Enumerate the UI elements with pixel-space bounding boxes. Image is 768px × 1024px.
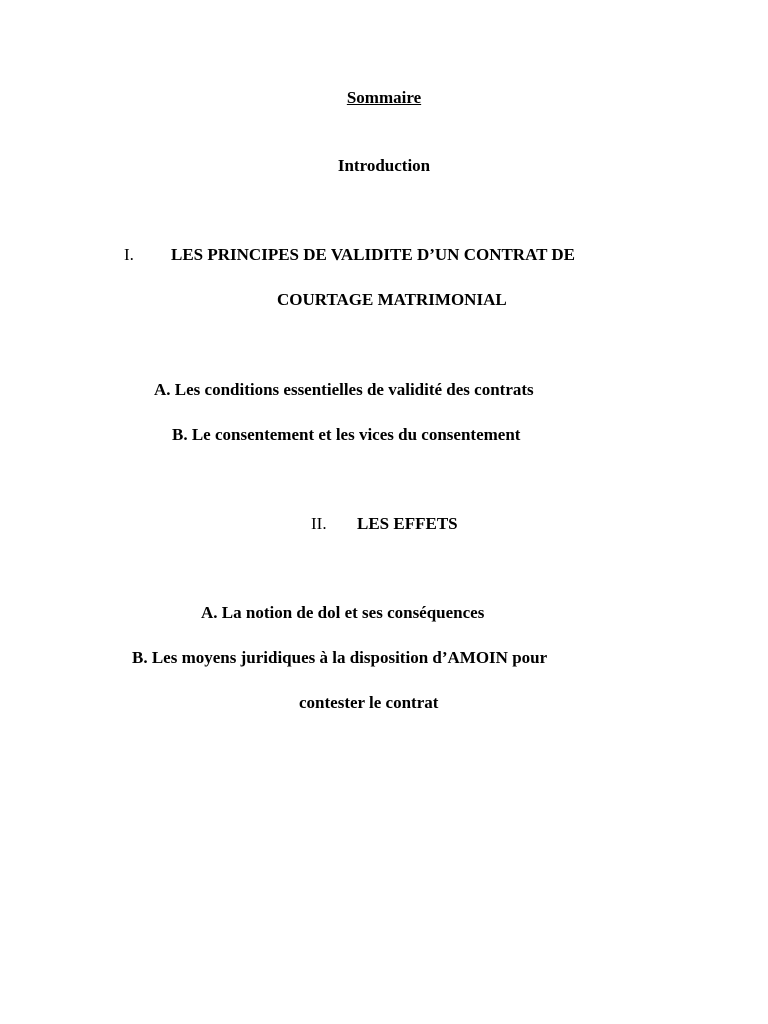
part2-sub-b-line1: B. Les moyens juridiques à la disposition d’AMOIN pour [132, 648, 548, 667]
part1-heading-line2: COURTAGE MATRIMONIAL [277, 290, 507, 309]
part1-numeral: I. [124, 245, 134, 264]
part1-sub-a: A. Les conditions essentielles de validité des contrats [154, 380, 534, 399]
part1-heading-line1: LES PRINCIPES DE VALIDITE D’UN CONTRAT DE [171, 245, 575, 264]
part2-sub-a: A. La notion de dol et ses conséquences [201, 603, 485, 622]
part2-heading: LES EFFETS [357, 514, 458, 533]
part2-numeral: II. [311, 514, 327, 533]
introduction-entry: Introduction [337, 156, 431, 175]
part2-sub-b-line2: contester le contrat [299, 693, 439, 712]
part1-sub-b: B. Le consentement et les vices du consentement [172, 425, 521, 444]
summary-title: Sommaire [346, 88, 422, 107]
